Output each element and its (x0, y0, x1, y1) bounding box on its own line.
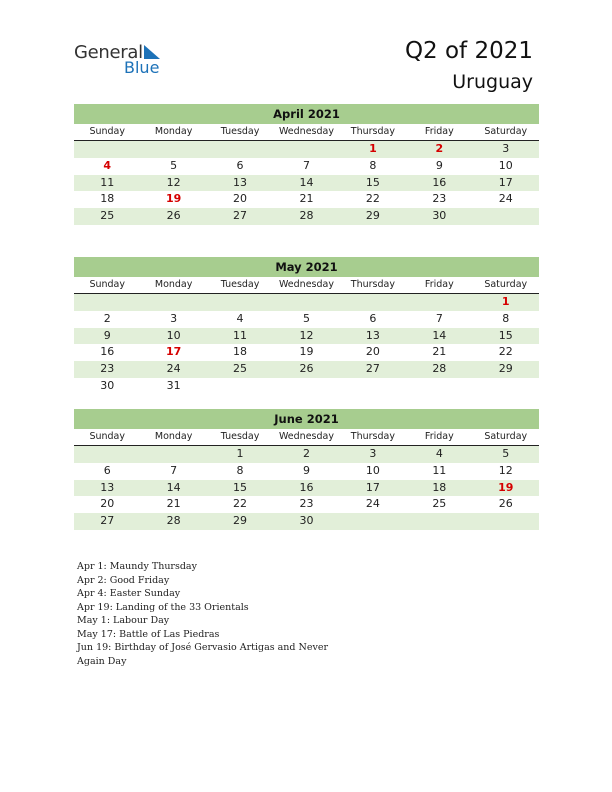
day-cell: 11 (100, 175, 115, 189)
day-cell: 4 (435, 447, 443, 460)
day-cell: 18 (432, 480, 447, 494)
day-cell: 12 (498, 463, 513, 477)
day-cell (140, 446, 206, 463)
day-cell: 30 (432, 209, 447, 223)
holiday-note: May 17: Battle of Las Piedras (77, 628, 220, 640)
day-cell: 9 (103, 328, 111, 342)
day-cell: 2 (302, 447, 310, 460)
week-row (74, 344, 539, 361)
weekday-label: Thursday (350, 126, 395, 137)
day-cell: 19 (299, 345, 314, 359)
page-title: Q2 of 2021 (404, 38, 533, 64)
week-row (74, 175, 539, 192)
day-cell: 1 (236, 447, 244, 460)
month-calendar (74, 104, 539, 225)
weekday-label: Sunday (89, 126, 125, 137)
weekday-label: Monday (154, 126, 193, 137)
day-cell: 10 (498, 158, 513, 172)
day-cell: 5 (170, 158, 178, 172)
day-cell (273, 141, 339, 158)
day-cell: 25 (432, 497, 447, 511)
holiday-note: Apr 2: Good Friday (77, 574, 170, 586)
day-cell: 9 (435, 158, 443, 172)
day-cell: 24 (365, 497, 380, 511)
week-row (74, 496, 539, 513)
day-cell: 22 (498, 345, 513, 359)
holiday-note: Again Day (77, 655, 127, 667)
logo-text-general: General (74, 42, 143, 63)
logo-text-blue: Blue (124, 58, 160, 77)
week-row (74, 446, 539, 463)
day-cell (140, 294, 206, 311)
weekday-label: Friday (424, 126, 454, 137)
holiday-note: Apr 1: Maundy Thursday (77, 561, 197, 572)
day-cell: 16 (299, 480, 314, 494)
day-cell: 23 (432, 192, 447, 206)
day-cell: 27 (365, 362, 380, 376)
day-cell: 1 (369, 142, 377, 155)
day-cell: 29 (498, 362, 513, 376)
day-cell: 6 (103, 463, 111, 477)
day-cell: 5 (502, 447, 510, 460)
weekday-label: Sunday (89, 279, 125, 290)
weekday-label: Wednesday (278, 126, 334, 137)
weekday-label: Saturday (484, 431, 528, 442)
holiday-list (77, 560, 328, 668)
day-cell: 13 (365, 328, 380, 342)
day-cell: 28 (166, 514, 181, 528)
day-cell (74, 446, 140, 463)
day-cell: 12 (166, 175, 181, 189)
weekday-label: Friday (424, 279, 454, 290)
day-cell: 11 (432, 463, 447, 477)
day-cell (340, 513, 406, 530)
day-cell: 29 (365, 209, 380, 223)
day-cell: 22 (233, 497, 248, 511)
day-cell: 31 (166, 378, 181, 392)
day-cell: 6 (236, 158, 244, 172)
day-cell (473, 378, 539, 395)
week-row (74, 361, 539, 378)
day-cell: 10 (166, 328, 181, 342)
day-cell (406, 378, 472, 395)
week-row (74, 294, 539, 311)
weekday-label: Tuesday (220, 126, 260, 137)
weekday-label: Monday (154, 431, 193, 442)
day-cell: 14 (299, 175, 314, 189)
day-cell (74, 294, 140, 311)
day-cell: 11 (233, 328, 248, 342)
day-cell: 4 (236, 311, 244, 325)
day-cell (207, 378, 273, 395)
holiday-note: Apr 19: Landing of the 33 Orientals (77, 601, 249, 613)
day-cell (340, 378, 406, 395)
day-cell (140, 141, 206, 158)
weekday-label: Saturday (484, 279, 528, 290)
day-cell: 30 (299, 514, 314, 528)
weekday-label: Sunday (89, 431, 125, 442)
day-cell: 28 (299, 209, 314, 223)
weekday-label: Tuesday (220, 431, 260, 442)
day-cell: 15 (233, 480, 248, 494)
day-cell: 24 (166, 362, 181, 376)
weekday-header-row (74, 124, 539, 141)
day-cell: 29 (233, 514, 248, 528)
day-cell: 16 (100, 345, 115, 359)
day-cell (207, 294, 273, 311)
day-cell: 17 (165, 345, 182, 359)
day-cell: 18 (233, 345, 248, 359)
day-cell (74, 141, 140, 158)
day-cell: 20 (233, 192, 248, 206)
week-row (74, 328, 539, 345)
day-cell: 7 (435, 311, 443, 325)
country-name: Uruguay (452, 71, 533, 93)
day-cell: 24 (498, 192, 513, 206)
weekday-label: Wednesday (278, 431, 334, 442)
day-cell: 20 (365, 345, 380, 359)
day-cell: 15 (365, 175, 380, 189)
week-row (74, 513, 539, 530)
day-cell: 3 (502, 142, 510, 155)
day-cell: 27 (233, 209, 248, 223)
day-cell: 21 (299, 192, 314, 206)
day-cell: 25 (100, 209, 115, 223)
day-cell: 6 (369, 311, 377, 325)
day-cell: 2 (435, 142, 444, 155)
day-cell: 1 (501, 295, 510, 308)
holiday-note: Apr 4: Easter Sunday (77, 588, 181, 599)
day-cell: 25 (233, 362, 248, 376)
weekday-label: Thursday (350, 431, 395, 442)
week-row (74, 311, 539, 328)
brand-logo (74, 40, 174, 80)
day-cell (473, 208, 539, 225)
day-cell: 15 (498, 328, 513, 342)
month-title: May 2021 (74, 257, 539, 277)
day-cell: 7 (170, 463, 178, 477)
day-cell: 12 (299, 328, 314, 342)
day-cell: 7 (302, 158, 310, 172)
week-row (74, 208, 539, 225)
day-cell (406, 294, 472, 311)
weekday-label: Monday (154, 279, 193, 290)
weekday-label: Saturday (484, 126, 528, 137)
day-cell: 3 (369, 447, 377, 460)
weekday-label: Thursday (350, 279, 395, 290)
day-cell: 17 (365, 480, 380, 494)
week-row (74, 480, 539, 497)
day-cell: 23 (100, 362, 115, 376)
day-cell: 3 (170, 311, 178, 325)
day-cell: 23 (299, 497, 314, 511)
weekday-label: Tuesday (220, 279, 260, 290)
day-cell: 10 (365, 463, 380, 477)
day-cell: 19 (498, 480, 514, 494)
day-cell: 17 (498, 175, 513, 189)
day-cell: 19 (165, 192, 182, 206)
week-row (74, 141, 539, 158)
day-cell: 4 (103, 158, 112, 172)
day-cell: 9 (302, 463, 310, 477)
weekday-header-row (74, 429, 539, 446)
day-cell: 8 (502, 311, 510, 325)
holiday-note: May 1: Labour Day (77, 615, 170, 626)
day-cell: 18 (100, 192, 115, 206)
day-cell: 26 (166, 209, 181, 223)
week-row (74, 191, 539, 208)
day-cell (207, 141, 273, 158)
week-row (74, 378, 539, 395)
weekday-label: Wednesday (278, 279, 334, 290)
day-cell (406, 513, 472, 530)
day-cell (473, 513, 539, 530)
day-cell (273, 294, 339, 311)
day-cell: 13 (100, 480, 115, 494)
day-cell: 26 (299, 362, 314, 376)
month-title: April 2021 (74, 104, 539, 124)
day-cell: 27 (100, 514, 115, 528)
day-cell: 2 (103, 311, 111, 325)
day-cell: 21 (166, 497, 181, 511)
month-calendar (74, 257, 539, 395)
weekday-header-row (74, 277, 539, 294)
month-calendar (74, 409, 539, 530)
holiday-note: Jun 19: Birthday of José Gervasio Artigas and Never (77, 642, 328, 653)
month-title: June 2021 (74, 409, 539, 429)
day-cell: 13 (233, 175, 248, 189)
weekday-label: Friday (424, 431, 454, 442)
week-row (74, 158, 539, 175)
day-cell: 22 (365, 192, 380, 206)
day-cell: 5 (302, 311, 310, 325)
day-cell: 16 (432, 175, 447, 189)
day-cell: 14 (432, 328, 447, 342)
day-cell: 8 (236, 463, 244, 477)
day-cell: 30 (100, 378, 115, 392)
day-cell: 28 (432, 362, 447, 376)
day-cell: 26 (498, 497, 513, 511)
day-cell: 14 (166, 480, 181, 494)
day-cell (340, 294, 406, 311)
day-cell: 8 (369, 158, 377, 172)
day-cell: 20 (100, 497, 115, 511)
week-row (74, 463, 539, 480)
day-cell: 21 (432, 345, 447, 359)
day-cell (273, 378, 339, 395)
